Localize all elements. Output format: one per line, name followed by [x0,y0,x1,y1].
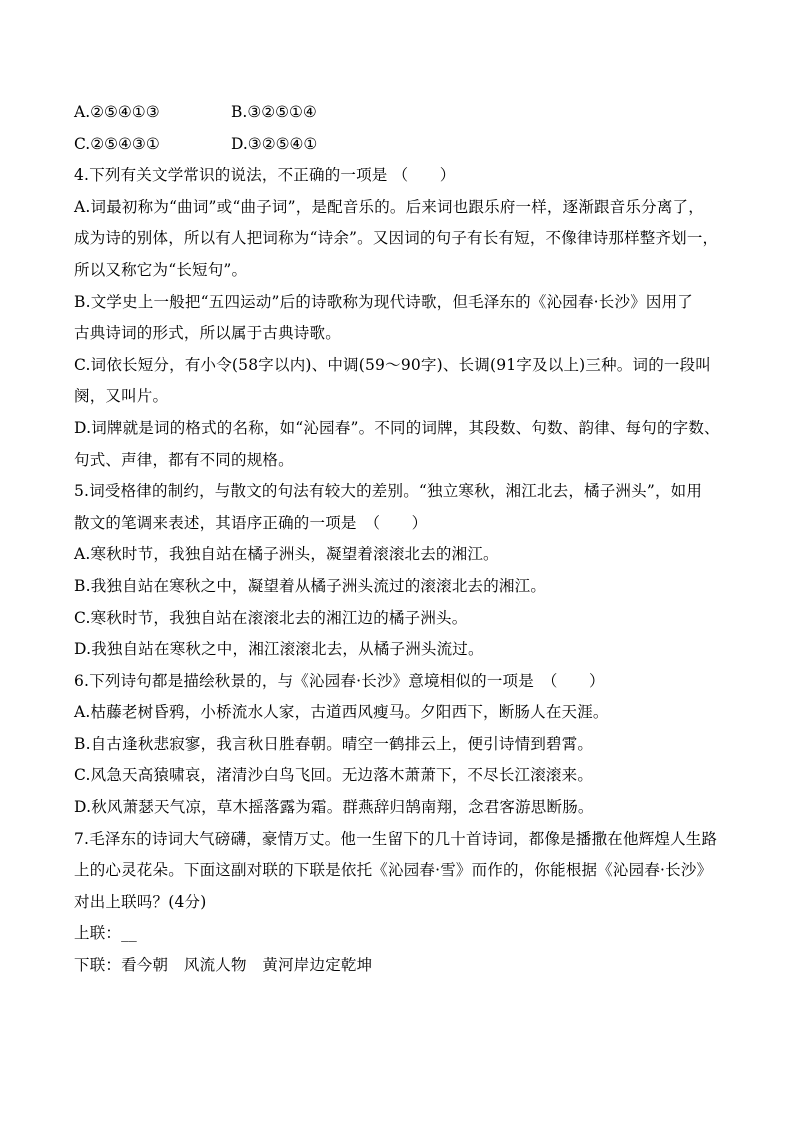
q6-option-d: D.秋风萧瑟天气凉，草木摇落露为霜。群燕辞归鹄南翔，念君客游思断肠。 [74,798,594,817]
q3-option-b: B.③②⑤①④ [231,103,317,121]
q5-option-a: A.寒秋时节，我独自站在橘子洲头，凝望着滚滚北去的湘江。 [74,545,499,564]
q4-option-d-line-2: 句式、声律，都有不同的规格。 [74,450,294,469]
q3-options-row-2 [74,129,734,161]
q6-option-c: C.风急天高猿啸哀，渚清沙白鸟飞回。无边落木萧萧下，不尽长江滚滚来。 [74,766,594,785]
q4-option-b-line-1: B.文学史上一般把“五四运动”后的诗歌称为现代诗歌，但毛泽东的《沁园春·长沙》因用了 [74,292,693,311]
q7-stem-line-2: 上的心灵花朵。下面这副对联的下联是依托《沁园春·雪》而作的，你能根据《沁园春·长沙》 [74,861,713,880]
q3-option-d: D.③②⑤④① [231,134,318,153]
q7-upper-couplet: 上联：__ [74,924,138,943]
q3-option-a: A.②⑤④①③ [74,103,160,121]
q4-option-c-line-2: 阕，又叫片。 [74,387,169,406]
q4-option-a-line-2: 成为诗的别体，所以有人把词称为“诗余”。又因词的句子有长有短，不像律诗那样整齐划一， [74,229,719,248]
q4-option-a-line-1: A.词最初称为“曲词”或“曲子词”，是配音乐的。后来词也跟乐府一样，逐渐跟音乐分离了， [74,197,704,216]
q6-option-a: A.枯藤老树昏鸦，小桥流水人家，古道西风瘦马。夕阳西下，断肠人在天涯。 [74,703,609,722]
q4-option-c-line-1: C.词依长短分，有小令(58字以内)、中调(59～90字)、长调(91字及以上)三种。词的一段叫 [74,355,712,374]
q5-option-d: D.我独自站在寒秋之中，湘江滚滚北去，从橘子洲头流过。 [74,640,484,659]
q7-lower-couplet: 下联：看今朝 风流人物 黄河岸边定乾坤 [74,956,373,975]
q5-stem-line-2: 散文的笔调来表述，其语序正确的一项是 （ ） [74,513,428,532]
q4-option-b-line-2: 古典诗词的形式，所以属于古典诗歌。 [74,324,341,343]
q5-option-b: B.我独自站在寒秋之中，凝望着从橘子洲头流过的滚滚北去的湘江。 [74,576,547,595]
q7-stem-line-3: 对出上联吗？(4分) [74,892,207,911]
q3-option-c: C.②⑤④③① [74,134,160,153]
q4-stem: 4.下列有关文学常识的说法，不正确的一项是 （ ） [74,166,456,185]
worksheet-page [74,97,734,982]
q6-option-b: B.自古逢秋悲寂寥，我言秋日胜春朝。晴空一鹤排云上，便引诗情到碧霄。 [74,734,594,753]
q4-option-a-line-3: 所以又称它为“长短句”。 [74,260,248,279]
q6-stem: 6.下列诗句都是描绘秋景的，与《沁园春·长沙》意境相似的一项是 （ ） [74,671,605,690]
q3-options-row-1 [74,97,734,129]
q7-stem-line-1: 7.毛泽东的诗词大气磅礴，豪情万丈。他一生留下的几十首诗词，都像是播撒在他辉煌人生路 [74,829,718,848]
q5-stem-line-1: 5.词受格律的制约，与散文的句法有较大的差别。“独立寒秋，湘江北去，橘子洲头”，如用 [74,482,703,501]
q5-option-c: C.寒秋时节，我独自站在滚滚北去的湘江边的橘子洲头。 [74,608,468,627]
q4-option-d-line-1: D.词牌就是词的格式的名称，如“沁园春”。不同的词牌，其段数、句数、韵律、每句的字数、 [74,418,720,437]
